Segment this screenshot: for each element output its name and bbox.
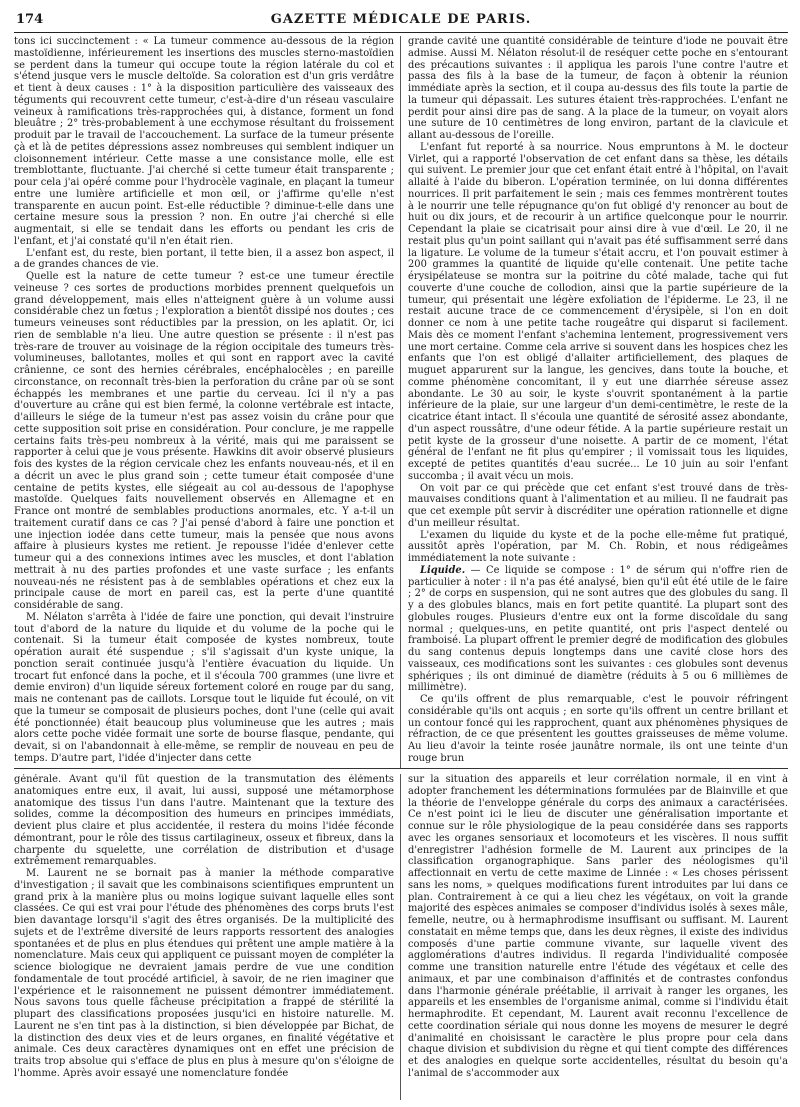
paragraph: Quelle est la nature de cette tumeur ? est-ce une tumeur érectile veineuse ? ces sortes de productions morbides prennent quelquefois un grand développement, mais elles n'atteignent guère à un volume aussi considérable chez un fœtus ; l'exploration a bientôt dissipé nos doutes ; ces tumeurs veineuses sont réductibles par la pression, on les aplatit. Or, ici rien de semblable n'a lieu. Une autre question se présente : il n'est pas très-rare de trouver au voisinage de la région occipitale des tumeurs très-volumineuses, ballotantes, molles et qui sont en rapport avec la cavité crânienne, ce sont des hernies cérébrales, encéphalocèles ; en pareille circonstance, on reconnaît très-bien la perforation du crâne par où se sont échappés les membranes et une partie du cerveau. Ici il n'y a pas d'ouverture au crâne qui est bien fermé, la colonne vertébrale est intacte, d'ailleurs le siége de la tumeur n'est pas assez voisin du crâne pour que cette supposition soit prise en considération. Pour conclure, je me rappelle certains faits très-peu nombreux à la vérité, mais qui me paraissent se rapporter à celui que je vous présente. Hawkins dit avoir observé plusieurs fois des kystes de la région cervicale chez les enfants nouveau-nés, et il en a décrit un avec le plus grand soin ; cette tumeur était composée d'une centaine de petits kystes, elle siégeait au col au-dessous de l'apophyse mastoïde. Quelques faits nouvellement observés en Allemagne et en France ont montré de semblables productions anormales, etc. Y a-t-il un traitement curatif dans ce cas ? J'ai pensé d'abord à faire une ponction et une injection iodée dans cette tumeur, mais la pensée que nous avons affaire à plusieurs kystes me retient. Je repousse l'idée d'enlever cette tumeur qui a des connexions intimes avec les muscles, et dont l'ablation mettrait à nu des parties profondes et une vaste surface ; les enfants nouveau-nés ne résistent pas à de semblables opérations et chez eux la principale cause de mort en pareil cas, est la perte d'une quantité considérable de sang.: [14, 271, 394, 611]
paragraph: L'examen du liquide du kyste et de la poche elle-même fut pratiqué, aussitôt après l'opération, par M. Ch. Robin, et nous rédigeâmes immédiatement la note suivante :: [408, 529, 788, 564]
section-divider: [14, 768, 788, 769]
paragraph: sur la situation des appareils et leur corrélation normale, il en vint à adopter franchement les déterminations formulées par de Blainville et que la théorie de l'enveloppe générale du corps des animaux a caractérisées. Ce n'est point ici le lieu de discuter une généralisation importante et connue sur le rôle physiologique de la peau considérée dans ses rapports avec les organes sensoriaux et locomoteurs et les viscères. Il nous suffit d'enregistrer l'adhésion formelle de M. Laurent aux principes de la classification organographique. Sans parler des néologismes qu'il affectionnait en vertu de cette maxime de Linnée : « Les choses périssent sans les noms, » quelques modifications furent introduites par lui dans ce plan. Contrairement à ce qui a lieu chez les végétaux, on voit la grande majorité des espèces animales se composer d'individus isolés à sexes mâle, femelle, neutre, ou à hermaphrodisme insuffisant ou suffisant. M. Laurent constatait en même temps que, dans les deux règnes, il existe des individus composés d'une partie commune vivante, sur laquelle vivent des agglomérations d'autres individus. Il regarda l'individualité composée comme une transition naturelle entre l'étude des végétaux et celle des animaux, et par une combinaison d'affinités et de contrastes confondus dans l'harmonie générale préétablie, il arrivait à ranger les organes, les appareils et les ensembles de l'organisme animal, comme si l'individu était hermaphrodite. Et cependant, M. Laurent avait reconnu l'excellence de cette coordination sériale qui nous donne les moyens de mesurer le degré d'animalité en choisissant le caractère le plus propre pour cela dans chaque division et subdivision du règne et qui tient compte des différences et des analogies en quelque sorte accidentelles, résultat du besoin qu'a l'animal de s'accommoder aux: [408, 774, 788, 1079]
top-right-column: [408, 36, 788, 768]
paragraph: tons ici succinctement : « La tumeur commence au-dessous de la région mastoïdienne, inférieurement les insertions des muscles sterno-mastoïdien se perdent dans la tumeur qui occupe toute la région latérale du col et s'étend jusque vers le muscle deltoïde. Sa coloration est d'un gris verdâtre et tient à deux causes : 1° à la disposition particulière des vaisseaux des téguments qui recouvrent cette tumeur, c'est-à-dire d'un réseau vasculaire veineux à ramifications très-rapprochées qui, à distance, forment un fond bleuâtre ; 2° très-probablement à une ecchymose résultant du froissement produit par le travail de l'accouchement. La surface de la tumeur présente çà et là de petites dépressions assez nombreuses qui semblent indiquer un cloisonnement intérieur. Cette masse a une consistance molle, elle est tremblottante, fluctuante. J'ai cherché si cette tumeur était transparente ; pour cela j'ai opéré comme pour l'hydrocèle vaginale, en plaçant la tumeur entre une lumière artificielle et mon œil, or j'affirme qu'elle n'est transparente en aucun point. Est-elle réductible ? diminue-t-elle dans une certaine mesure sous la pression ? non. En outre j'ai cherché si elle augmentait, si elle se tendait dans les efforts ou pendant les cris de l'enfant, et j'ai constaté qu'il n'en était rien.: [14, 36, 394, 247]
paragraph: L'enfant fut reporté à sa nourrice. Nous empruntons à M. le docteur Virlet, qui a rapporté l'observation de cet enfant dans sa thèse, les détails qui suivent. Le premier jour que cet enfant était entré à l'hôpital, on l'avait allaité à l'aide du biberon. L'opération terminée, on lui donna différentes nourrices. Il prit parfaitement le sein ; mais ces femmes montrèrent toutes à le nourrir une telle répugnance qu'on fut obligé d'y renoncer au bout de huit ou dix jours, et de recourir à un artifice quelconque pour le nourrir. Cependant la plaie se cicatrisait pour ainsi dire à vue d'œil. Le 20, il ne restait plus qu'un point saillant qui n'avait pas été suffisamment serré dans la ligature. Le volume de la tumeur s'était accru, et l'on pouvait estimer à 200 grammes la quantité de liquide qu'elle contenait. Une petite tache érysipélateuse se montra sur la poitrine du côté malade, tache qui fut couverte d'une couche de collodion, ainsi que la partie supérieure de la tumeur, qui présentait une légère exfoliation de l'épiderme. Le 23, il ne restait aucune trace de ce commencement d'érysipèle, si l'on en doit donner ce nom à une petite tache rougeâtre qui disparut si facilement. Mais dès ce moment l'enfant s'achemina lentement, progressivement vers une mort certaine. Comme cela arrive si souvent dans les hospices chez les enfants que l'on est obligé d'allaiter artificiellement, des plaques de muguet apparurent sur la langue, les gencives, dans toute la bouche, et comme phénomène concomitant, il y eut une diarrhée séreuse assez abondante. Le 30 au soir, le kyste s'ouvrit spontanément à la partie inférieure de la plaie, sur une largeur d'un demi-centimètre, le reste de la cicatrice étant intact. Il s'écoula une quantité de sérosité assez abondante, d'un aspect roussâtre, d'une odeur fétide. A la partie supérieure restait un petit kyste de la grosseur d'une noisette. A partir de ce moment, l'état général de l'enfant ne fit plus qu'empirer ; il vomissait tous les liquides, excepté de petites quantités d'eau sucrée... Le 10 juin au soir l'enfant succomba ; il avait vécu un mois.: [408, 141, 788, 482]
paragraph: M. Laurent ne se bornait pas à manier la méthode comparative d'investigation ; il savait que les combinaisons scientifiques empruntent un grand prix à la manière plus ou moins logique suivant laquelle elles sont classées. Ce qui est vrai pour l'étude des phénomènes des corps bruts l'est bien davantage lorsqu'il s'agit des êtres organisés. De la multiplicité des sujets et de l'extrême diversité de leurs rapports ressortent des analogies spontanées et de plus en plus étendues qui prêtent une ample matière à la nomenclature. Mais ceux qui appliquent ce puissant moyen de compléter la science biologique ne devraient jamais perdre de vue une condition fondamentale de tout procédé artificiel, à savoir, de ne rien imaginer que l'expérience et le raisonnement ne puissent démontrer immédiatement. Nous savons tous quelle fâcheuse précipitation a frappé de stérilité la plupart des classifications proposées jusqu'ici en histoire naturelle. M. Laurent ne s'en tint pas à la distinction, si bien développée par Bichat, de la distinction des deux vies et de leurs organes, en finalité végétative et animale. Ces deux caractères dynamiques ont en effet une précision de traits trop absolue qui s'efface de plus en plus à mesure qu'on s'éloigne de l'homme. Après avoir essayé une nomenclature fondée: [14, 868, 394, 1079]
bottom-left-column: [14, 774, 394, 1100]
top-section: [14, 36, 788, 768]
column-divider: [400, 774, 401, 1100]
liquide-paragraph: [408, 565, 788, 694]
page-number: 174: [16, 12, 44, 27]
bottom-section: [14, 774, 788, 1100]
paragraph: grande cavité une quantité considérable de teinture d'iode ne pouvait être admise. Aussi M. Nélaton résolut-il de reséquer cette poche en s'entourant des précautions suivantes : il appliqua les parois l'une contre l'autre et passa des fils à la base de la tumeur, de façon à obtenir la réunion immédiate après la section, et il coupa au-dessus des fils toute la partie de la tumeur qui dépassait. Les sutures étaient très-rapprochées. L'enfant ne perdit pour ainsi dire pas de sang. A la place de la tumeur, on voyait alors une suture de 10 centimètres de long environ, partant de la clavicule et allant au-dessous de l'oreille.: [408, 36, 788, 141]
page-header: [14, 10, 788, 33]
paragraph: On voit par ce qui précède que cet enfant s'est trouvé dans de très-mauvaises conditions quant à l'alimentation et au milieu. Il ne faudrait pas que cet exemple pût servir à discréditer une opération rationnelle et digne d'un meilleur résultat.: [408, 482, 788, 529]
liquide-heading: Liquide.: [420, 564, 466, 576]
paragraph: L'enfant est, du reste, bien portant, il tette bien, il a assez bon aspect, il a de grandes chances de vie.: [14, 247, 394, 271]
journal-title: GAZETTE MÉDICALE DE PARIS.: [270, 12, 532, 27]
bottom-right-column: [408, 774, 788, 1100]
column-divider: [400, 36, 401, 768]
liquide-text: — Ce liquide se compose : 1° de sérum qui n'offre rien de particulier à noter : il n'a pas été analysé, bien qu'il eût été utile de le faire ; 2° de corps en suspension, qui ne sont autres que des globules du sang. Il y a des globules blancs, mais en fort petite quantité. La plupart sont des globules rouges. Plusieurs d'entre eux ont la forme discoïdale du sang normal ; quelques-uns, en petite quantité, ont pris l'aspect dentelé ou framboisé. La plupart offrent le premier degré de modification des globules du sang contenus depuis longtemps dans une cavité close hors des vaisseaux, ces modifications sont les suivantes : ces globules sont devenus sphériques ; ils ont diminué de diamètre (réduits à 5 ou 6 millièmes de millimètre).: [408, 564, 788, 694]
paragraph: générale. Avant qu'il fût question de la transmutation des éléments anatomiques entre eux, il avait, lui aussi, supposé une métamorphose anatomique des tissus l'un dans l'autre. Maintenant que la texture des solides, comme la décomposition des humeurs en principes immédiats, devient plus claire et plus accidentée, il restera du moins l'idée féconde démontrant, pour le rôle des tissus cartilagineux, osseux et fibreux, dans la charpente du squelette, une corrélation de distribution et d'usage extrêmement remarquables.: [14, 774, 394, 868]
top-left-column: [14, 36, 394, 768]
paragraph: Ce qu'ils offrent de plus remarquable, c'est le pouvoir réfringent considérable qu'ils ont acquis ; en sorte qu'ils offrent un centre brillant et un contour foncé qui les rapprochent, quant aux phénomènes physiques de réfraction, de ce que présentent les gouttes graisseuses de même volume. Au lieu d'avoir la teinte rosée jaunâtre normale, ils ont une teinte d'un rouge brun: [408, 694, 788, 764]
paragraph: M. Nélaton s'arrêta à l'idée de faire une ponction, qui devait l'instruire tout d'abord de la nature du liquide et du volume de la poche qui le contenait. Si la tumeur était composée de kystes nombreux, toute opération aurait été suspendue ; s'il s'agissait d'un kyste unique, la ponction serait continuée jusqu'à l'entière évacuation du liquide. Un trocart fut enfoncé dans la poche, et il s'écoula 700 grammes (une livre et demie environ) d'un liquide séreux fortement coloré en rouge par du sang, mais ne contenant pas de caillots. Lorsque tout le liquide fut écoulé, on vit que la tumeur se composait de plusieurs poches, dont l'une (celle qui avait été ponctionnée) était beaucoup plus volumineuse que les autres ; mais alors cette poche vidée formait une sorte de bourse flasque, pendante, qui devait, si on l'abandonnait à elle-même, se remplir de nouveau en peu de temps. D'autre part, l'idée d'injecter dans cette: [14, 611, 394, 764]
newspaper-page: [14, 10, 788, 1100]
